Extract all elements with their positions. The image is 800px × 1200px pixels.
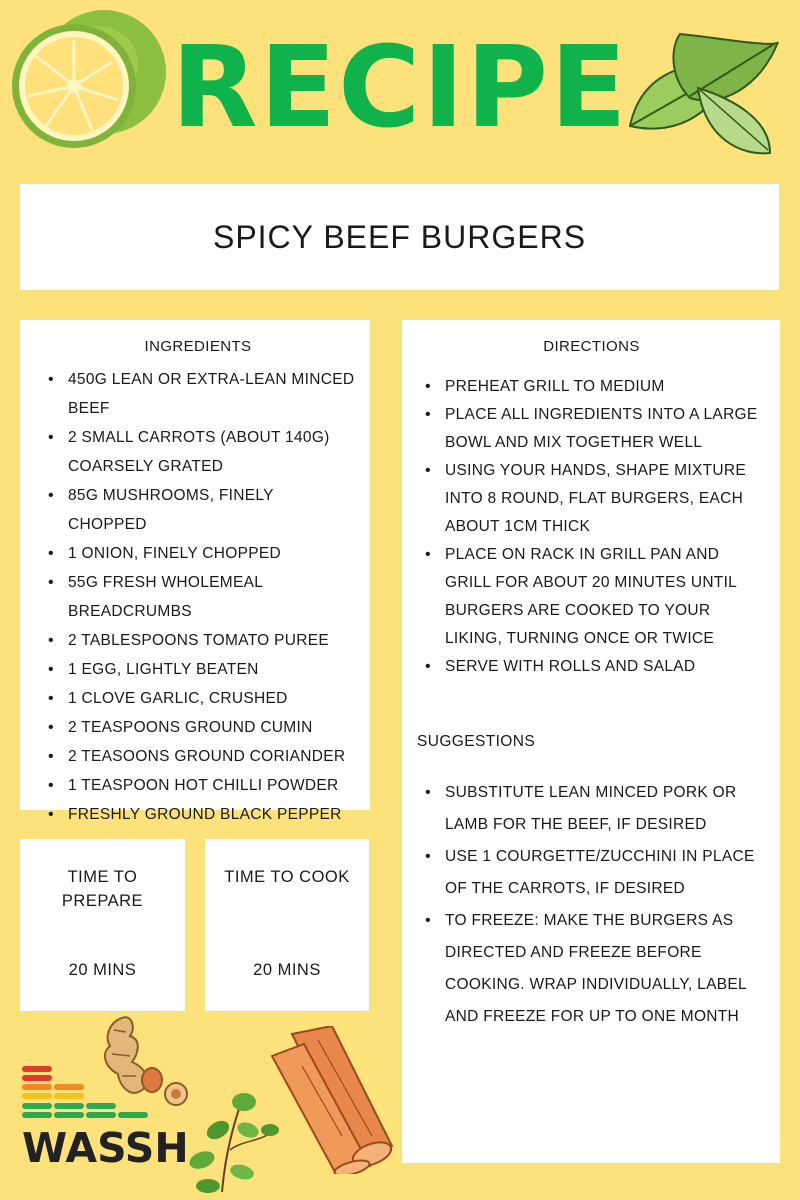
- directions-heading: DIRECTIONS: [543, 338, 640, 355]
- list-item: • 1 EGG, LIGHTLY BEATEN: [40, 655, 356, 684]
- list-item: • 1 TEASPOON HOT CHILLI POWDER: [40, 771, 356, 800]
- list-item: • SUBSTITUTE LEAN MINCED PORK OR LAMB FOR THE BEEF, IF DESIRED: [417, 777, 766, 841]
- ingredients-list: [40, 365, 356, 829]
- list-item: • PLACE ALL INGREDIENTS INTO A LARGE BOWL AND MIX TOGETHER WELL: [417, 401, 766, 457]
- list-item: • 2 TEASOONS GROUND CORIANDER: [40, 742, 356, 771]
- list-item: • SERVE WITH ROLLS AND SALAD: [417, 653, 766, 681]
- list-item: • PLACE ON RACK IN GRILL PAN AND GRILL FOR ABOUT 20 MINUTES UNTIL BURGERS ARE COOKED TO YOUR LIKING, TURNING ONCE OR TWICE: [417, 541, 766, 653]
- list-item: • USE 1 COURGETTE/ZUCCHINI IN PLACE OF THE CARROTS, IF DESIRED: [417, 841, 766, 905]
- directions-card: [402, 320, 780, 1163]
- list-item: • FRESHLY GROUND BLACK PEPPER: [40, 800, 356, 829]
- suggestions-list: [417, 777, 766, 1033]
- list-item: • 2 TEASPOONS GROUND CUMIN: [40, 713, 356, 742]
- list-item: • TO FREEZE: MAKE THE BURGERS AS DIRECTED AND FREEZE BEFORE COOKING. WRAP INDIVIDUALLY, LABEL AND FREEZE FOR UP TO ONE MONTH: [417, 905, 766, 1033]
- list-item: • 2 SMALL CARROTS (ABOUT 140G) COARSELY GRATED: [40, 423, 356, 481]
- time-to-prepare-value: 20 MINS: [68, 961, 137, 979]
- directions-list: [417, 373, 766, 681]
- list-item: • 1 CLOVE GARLIC, CRUSHED: [40, 684, 356, 713]
- logo-bars-icon: [22, 1066, 154, 1124]
- list-item: • 2 TABLESPOONS TOMATO PUREE: [40, 626, 356, 655]
- list-item: • 55G FRESH WHOLEMEAL BREADCRUMBS: [40, 568, 356, 626]
- cinnamon-sticks-icon: [262, 1026, 402, 1174]
- time-to-cook-value: 20 MINS: [253, 961, 321, 979]
- list-item: • 85G MUSHROOMS, FINELY CHOPPED: [40, 481, 356, 539]
- recipe-name: SPICY BEEF BURGERS: [212, 218, 587, 255]
- list-item: • 450G LEAN OR EXTRA-LEAN MINCED BEEF: [40, 365, 356, 423]
- ingredients-heading: INGREDIENTS: [144, 338, 252, 355]
- list-item: • PREHEAT GRILL TO MEDIUM: [417, 373, 766, 401]
- time-to-cook-card: [205, 839, 369, 1011]
- list-item: • 1 ONION, FINELY CHOPPED: [40, 539, 356, 568]
- page-title: RECIPE: [171, 23, 629, 153]
- ingredients-card: [20, 320, 370, 823]
- suggestions-heading: SUGGESTIONS: [417, 733, 536, 750]
- time-to-cook-label: TIME TO COOK: [224, 868, 350, 886]
- recipe-title-box: [20, 184, 779, 290]
- time-to-prepare-label: TIME TO PREPARE: [61, 868, 144, 910]
- logo: WASSH: [22, 1124, 189, 1172]
- list-item: • USING YOUR HANDS, SHAPE MIXTURE INTO 8 ROUND, FLAT BURGERS, EACH ABOUT 1CM THICK: [417, 457, 766, 541]
- time-to-prepare-card: [20, 839, 185, 1011]
